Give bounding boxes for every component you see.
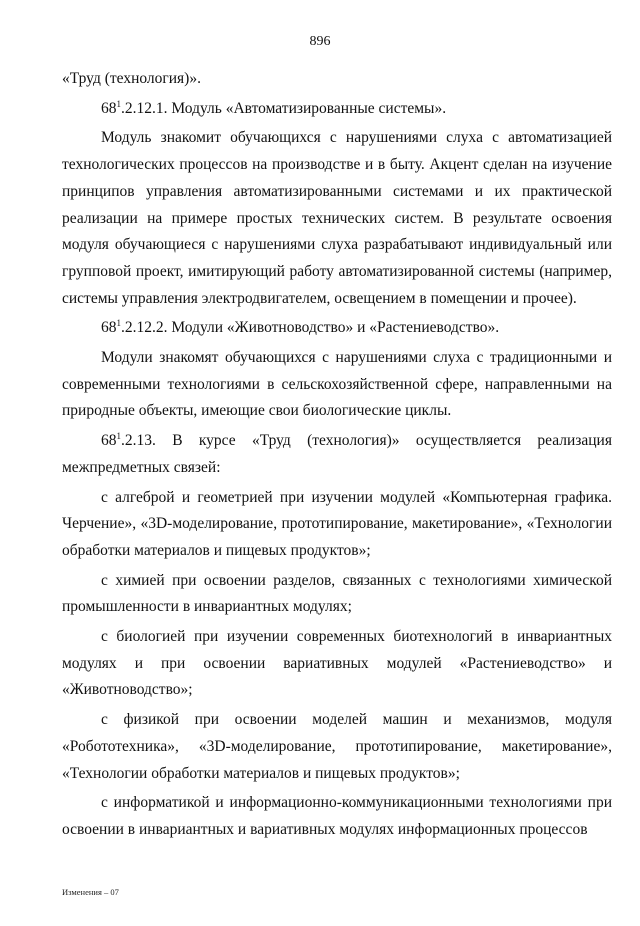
paragraph-chemistry: с химией при освоении разделов, связанных с технологиями химической промышленности в инвариантных модулях; bbox=[62, 571, 612, 616]
paragraph-automation-module: Модуль знакомит обучающихся с нарушениями слуха с автоматизацией технологических процессов на производстве и в быту. Акцент сделан на изучение принципов управления автоматизированными системами и их практической реализации на примере простых технических систем. В результате освоения модуля обучающиеся с нарушениями слуха разрабатывают индивидуальный или групповой проект, имитирующий работу автоматизированной системы (например, системы управления электродвигателем, освещением в помещении и прочее). bbox=[62, 129, 612, 307]
paragraph-biology: с биологией при изучении современных биотехнологий в инвариантных модулях и при освоении вариативных модулей «Растениеводство» и «Животноводство»; bbox=[62, 628, 612, 699]
paragraph-physics: с физикой при освоении моделей машин и механизмов, модуля «Робототехника», «3D-моделирование, прототипирование, макетирование», «Технологии обработки материалов и пищевых продуктов»; bbox=[62, 711, 612, 782]
paragraph-informatics: с информатикой и информационно-коммуникационными технологиями при освоении в инвариантных и вариативных модулях информационных процессов bbox=[62, 794, 612, 838]
document-body bbox=[62, 66, 612, 844]
paragraph-continuation: «Труд (технология)». bbox=[62, 70, 201, 87]
footer-revision-note: Изменения – 07 bbox=[62, 887, 119, 897]
section-heading-68-1-2-13: $68^1.2.13$. В курсе «Труд (технология)» осуществляется реализация межпредметных связей: bbox=[62, 431, 612, 476]
page-number: 896 bbox=[309, 34, 331, 49]
paragraph-algebra-geometry: с алгеброй и геометрией при изучении модулей «Компьютерная графика. Черчение», «3D-моделирование, прототипирование, макетирование», «Технологии обработки материалов и пищевых продуктов»; bbox=[62, 488, 612, 559]
section-heading-68-1-2-12-2: $68^1.2.12.2$. Модули «Животноводство» и «Растениеводство». bbox=[101, 318, 500, 337]
paragraph-agriculture-modules: Модули знакомят обучающихся с нарушениями слуха с традиционными и современными технологиями в сельскохозяйственной сфере, направленными на природные объекты, имеющие свои биологические циклы. bbox=[62, 349, 612, 420]
section-heading-68-1-2-12-1: $68^1.2.12.1$. Модуль «Автоматизированные системы». bbox=[101, 98, 447, 117]
